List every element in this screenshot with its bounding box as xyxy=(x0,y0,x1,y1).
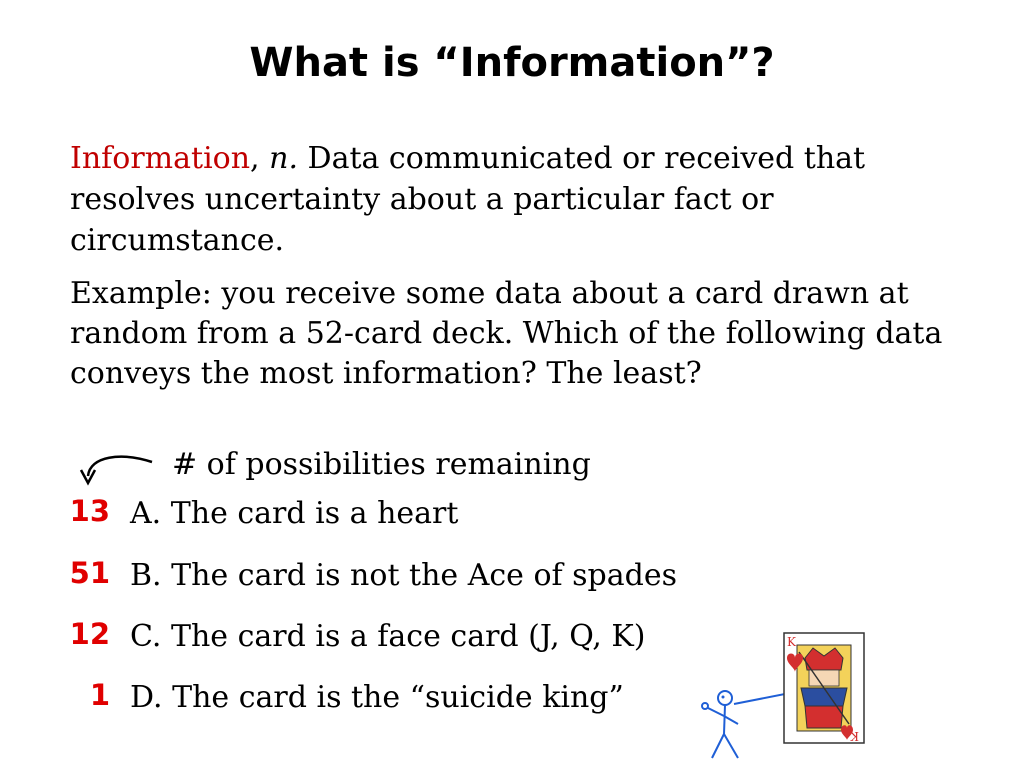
example-paragraph: Example: you receive some data about a card drawn at random from a 52-card deck. Which of the following data conveys the most information? The least? xyxy=(70,276,943,391)
option-a-text: The card is a heart xyxy=(170,496,459,531)
option-d-count: 1 xyxy=(89,678,110,712)
stick-figure-icon xyxy=(690,686,785,766)
definition-paragraph xyxy=(70,138,970,261)
svg-text:K: K xyxy=(850,729,859,743)
option-c-text: The card is a face card (J, Q, K) xyxy=(170,619,646,654)
option-d xyxy=(130,678,624,718)
option-d-text: The card is the “suicide king” xyxy=(172,680,624,715)
option-a-letter: A. xyxy=(130,496,162,531)
king-of-hearts-card-icon xyxy=(783,632,865,744)
option-b-text: The card is not the Ace of spades xyxy=(171,558,677,593)
card-rank-label: K xyxy=(787,635,796,649)
definition-comma: , xyxy=(250,141,270,176)
option-b-letter: B. xyxy=(130,558,162,593)
definition-term: Information xyxy=(70,141,251,176)
option-b xyxy=(130,556,677,596)
curved-arrow-icon xyxy=(76,450,166,490)
slide-title: What is “Information”? xyxy=(249,40,775,86)
option-c-letter: C. xyxy=(130,619,162,654)
part-of-speech: n. xyxy=(269,141,298,176)
option-b-count: 51 xyxy=(69,556,110,590)
option-d-letter: D. xyxy=(130,680,163,715)
possibilities-label: # of possibilities remaining xyxy=(172,447,591,482)
option-c-count: 12 xyxy=(69,617,110,651)
option-a-count: 13 xyxy=(69,494,110,528)
definition-text: Data communicated or received that resolves uncertainty about a particular fact or circumstance. xyxy=(70,141,866,258)
option-c xyxy=(130,617,646,657)
option-a xyxy=(130,494,458,534)
